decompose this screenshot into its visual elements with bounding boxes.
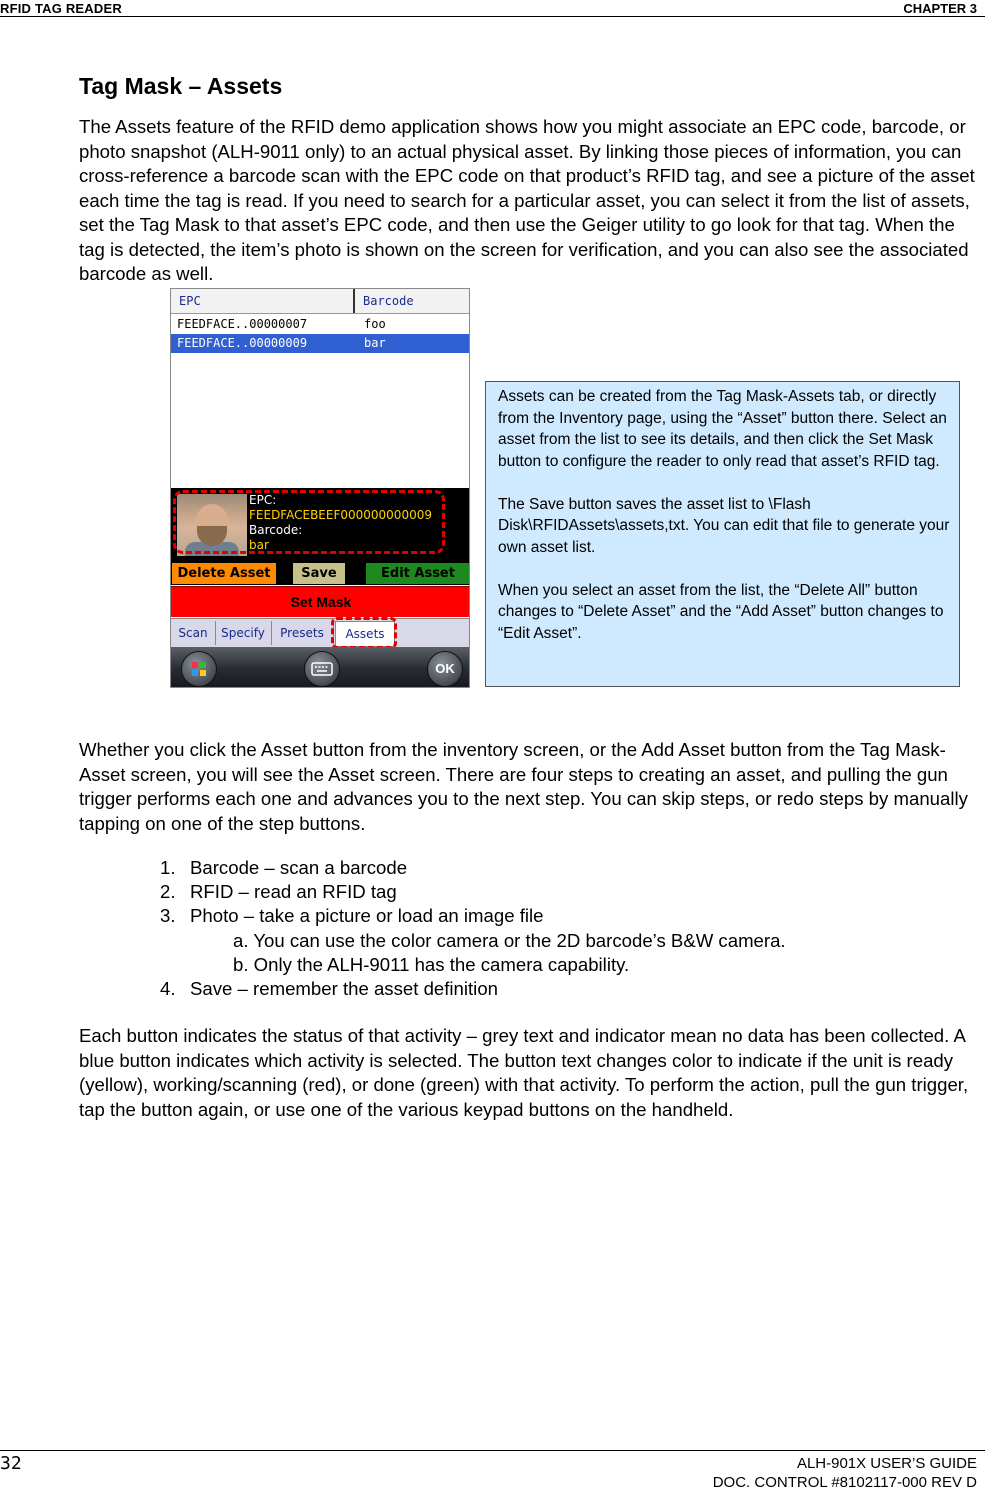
callout-box: [485, 381, 960, 687]
column-header-barcode[interactable]: Barcode: [363, 294, 414, 308]
substep-text: b. Only the ALH-9011 has the camera capability.: [233, 954, 630, 975]
callout-paragraph-3: When you select an asset from the list, the “Delete All” button changes to “Delete Asset” and the “Add Asset” button changes to “Edit Asset”.: [498, 581, 944, 642]
step-number: 1.: [160, 857, 176, 878]
page-number: 32: [0, 1453, 22, 1474]
tab-presets[interactable]: Presets: [271, 621, 334, 645]
footer-rule: [0, 1450, 985, 1451]
substep-text: a. You can use the color camera or the 2D barcode’s B&W camera.: [233, 930, 786, 951]
tab-bar: [171, 618, 470, 647]
delete-asset-button[interactable]: Delete Asset: [172, 563, 276, 584]
running-header-chapter: CHAPTER 3: [903, 1, 977, 16]
header-rule: [0, 16, 985, 17]
step-text: RFID – read an RFID tag: [190, 881, 397, 902]
status-paragraph: Each button indicates the status of that activity – grey text and indicator mean no data has been collected. A blue button indicates which activity is selected. The button text changes color to indicate if the unit is ready (yellow), working/scanning (red), or done (green) with that activity. To perform the action, pull the gun trigger, tap the button again, or use one of the various keypad buttons on the handheld.: [79, 1025, 969, 1120]
section-title: Tag Mask – Assets: [79, 73, 283, 99]
ok-button[interactable]: OK: [427, 651, 463, 687]
windows-taskbar: [171, 647, 470, 688]
asset-list-header: [171, 289, 470, 314]
callout-paragraph-1: Assets can be created from the Tag Mask-Assets tab, or directly from the Inventory page, using the “Asset” button there. Select an asset from the list to see its details, and then click the Set Mask button to configure the reader to only read that asset’s RFID tag.: [498, 388, 947, 470]
highlight-ring-detail: [173, 490, 445, 554]
windows-start-icon[interactable]: [181, 651, 217, 687]
detail-epc-value: FEEDFACEBEEF000000000009: [249, 508, 432, 522]
windows-flag-icon: [182, 652, 216, 686]
asset-barcode: bar: [364, 336, 386, 350]
asset-list-row[interactable]: [171, 315, 470, 334]
asset-epc: FEEDFACE..00000009: [177, 336, 308, 350]
footer-doc-control: DOC. CONTROL #8102117-000 REV D: [712, 1474, 977, 1491]
asset-epc: FEEDFACE..00000007: [177, 317, 308, 331]
action-button-row: [171, 562, 470, 585]
tab-specify[interactable]: Specify: [215, 621, 272, 645]
step-text: Save – remember the asset definition: [190, 978, 498, 999]
intro-paragraph: The Assets feature of the RFID demo application shows how you might associate an EPC code, barcode, or photo snapshot (ALH-9011 only) to an actual physical asset. By linking those pieces of information, you can cross-reference a barcode scan with the EPC code on that product’s RFID tag, and see a picture of the asset each time the tag is read. If you need to search for a particular asset, you can select it from the list of assets, set the Tag Mask to that asset’s EPC code, and then use the Geiger utility to go look for that tag. When the tag is detected, the item’s photo is shown on the screen for verification, and you can also see the associated barcode as well.: [79, 116, 975, 284]
running-header-title: RFID TAG READER: [0, 1, 122, 16]
edit-asset-button[interactable]: Edit Asset: [366, 563, 470, 584]
step-number: 4.: [160, 978, 176, 999]
asset-screen-paragraph: Whether you click the Asset button from the inventory screen, or the Add Asset button from the Tag Mask-Asset screen, you will see the Asset screen. There are four steps to creating an asset, and pulling the gun trigger performs each one and advances you to the next step. You can skip steps, or redo steps by manually tapping on one of the step buttons.: [79, 739, 968, 834]
highlight-ring-assets-tab: [331, 617, 397, 649]
step-text: Photo – take a picture or load an image file: [190, 905, 544, 926]
callout-paragraph-2: The Save button saves the asset list to \Flash Disk\RFIDAssets\assets,txt. You can edit that file to generate your own asset list.: [498, 495, 950, 556]
detail-epc-label: EPC:: [249, 493, 277, 507]
keyboard-icon[interactable]: [304, 651, 340, 687]
step-text: Barcode – scan a barcode: [190, 857, 408, 878]
column-header-epc[interactable]: EPC: [171, 289, 355, 313]
asset-barcode: foo: [364, 317, 386, 331]
keyboard-glyph-icon: [305, 652, 339, 686]
save-button[interactable]: Save: [293, 563, 345, 584]
detail-barcode-label: Barcode:: [249, 523, 303, 537]
asset-list-row-selected[interactable]: [171, 334, 470, 353]
asset-detail-panel: [171, 488, 470, 562]
set-mask-button[interactable]: Set Mask: [171, 586, 470, 617]
tab-assets[interactable]: Assets: [335, 621, 395, 647]
device-screenshot: [170, 288, 470, 688]
step-number: 2.: [160, 881, 176, 902]
detail-barcode-value: bar: [249, 538, 269, 552]
footer-guide-title: ALH-901X USER’S GUIDE: [796, 1455, 977, 1472]
step-number: 3.: [160, 905, 176, 926]
tab-scan[interactable]: Scan: [171, 621, 216, 645]
